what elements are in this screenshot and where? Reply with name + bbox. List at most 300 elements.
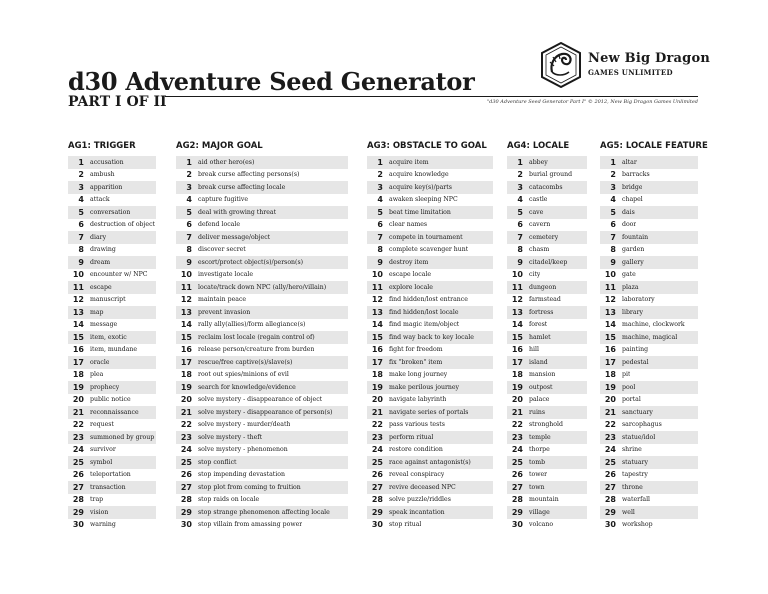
table-row: [68, 369, 156, 382]
header-divider: [165, 96, 698, 97]
table-row: [600, 331, 698, 344]
row-number: 19: [371, 382, 383, 392]
row-entry: dais: [622, 208, 635, 216]
row-number: 7: [610, 232, 616, 242]
row-number: 26: [604, 470, 616, 480]
table-row: [507, 431, 587, 444]
row-entry: hamlet: [529, 333, 551, 341]
row-number: 14: [371, 320, 383, 330]
row-entry: stop villain from amassing power: [198, 521, 303, 529]
row-number: 21: [371, 407, 383, 417]
table-row: [68, 281, 156, 294]
row-entry: teleportation: [90, 471, 131, 479]
row-number: 6: [517, 220, 523, 230]
copyright-notice: "d30 Adventure Seed Generator Part I" © 2012, New Big Dragon Games Unlimited: [486, 99, 698, 105]
row-number: 17: [511, 357, 523, 367]
table-row: [176, 356, 348, 369]
row-number: 28: [604, 495, 616, 505]
table-row: [176, 419, 348, 432]
table-row: [367, 244, 493, 257]
table-heading: AG5: LOCALE FEATURE: [600, 141, 708, 151]
row-entry: tower: [529, 471, 548, 479]
row-entry: find way back to key locale: [389, 333, 474, 341]
table-rows: [600, 156, 698, 531]
row-number: 29: [72, 507, 84, 517]
table-row: [176, 344, 348, 357]
row-number: 12: [604, 295, 616, 305]
table-row: [600, 444, 698, 457]
table-row: [507, 369, 587, 382]
row-number: 4: [377, 195, 383, 205]
row-entry: drawing: [90, 246, 116, 254]
row-entry: temple: [529, 433, 551, 441]
table-row: [367, 444, 493, 457]
table-row: [507, 194, 587, 207]
row-number: 2: [377, 170, 383, 180]
table-row: [600, 506, 698, 519]
row-number: 23: [604, 432, 616, 442]
row-number: 21: [72, 407, 84, 417]
row-number: 14: [604, 320, 616, 330]
row-entry: solve puzzle/riddles: [389, 496, 451, 504]
row-number: 9: [186, 257, 192, 267]
table-row: [68, 456, 156, 469]
table-row: [68, 381, 156, 394]
row-number: 6: [377, 220, 383, 230]
table-row: [600, 431, 698, 444]
row-entry: symbol: [90, 458, 113, 466]
row-number: 5: [517, 207, 523, 217]
row-number: 3: [377, 182, 383, 192]
table-row: [367, 506, 493, 519]
table-row: [176, 331, 348, 344]
row-entry: escape locale: [389, 271, 432, 279]
row-entry: ruins: [529, 408, 546, 416]
row-number: 13: [180, 307, 192, 317]
row-number: 23: [511, 432, 523, 442]
row-number: 18: [371, 370, 383, 380]
table-row: [507, 519, 587, 532]
row-number: 23: [180, 432, 192, 442]
row-number: 22: [371, 420, 383, 430]
row-entry: destroy item: [389, 258, 429, 266]
row-entry: break curse affecting persons(s): [198, 171, 300, 179]
table-row: [507, 344, 587, 357]
table-row: [68, 406, 156, 419]
row-entry: prevent invasion: [198, 308, 251, 316]
table-row: [507, 469, 587, 482]
table-row: [176, 306, 348, 319]
row-entry: release person/creature from burden: [198, 346, 315, 354]
table-row: [68, 231, 156, 244]
table-row: [507, 269, 587, 282]
table-row: [68, 156, 156, 169]
table-row: [367, 356, 493, 369]
row-number: 27: [604, 482, 616, 492]
row-entry: find hidden/lost entrance: [389, 296, 468, 304]
row-entry: painting: [622, 346, 649, 354]
table-row: [507, 244, 587, 257]
table-row: [176, 294, 348, 307]
table-row: [176, 244, 348, 257]
row-entry: deliver message/object: [198, 233, 271, 241]
row-entry: sanctuary: [622, 408, 653, 416]
row-entry: escort/protect object(s)/person(s): [198, 258, 304, 266]
row-number: 24: [371, 445, 383, 455]
row-number: 6: [78, 220, 84, 230]
row-entry: find magic item/object: [389, 321, 460, 329]
row-entry: tomb: [529, 458, 546, 466]
row-entry: public notice: [90, 396, 131, 404]
table-row: [176, 206, 348, 219]
row-number: 26: [371, 470, 383, 480]
table-row: [176, 281, 348, 294]
row-entry: solve mystery - phenomenon: [198, 446, 288, 454]
row-number: 3: [610, 182, 616, 192]
table-row: [68, 331, 156, 344]
table-row: [68, 181, 156, 194]
row-entry: reconnaissance: [90, 408, 139, 416]
table-row: [600, 344, 698, 357]
row-entry: portal: [622, 396, 641, 404]
table-row: [367, 519, 493, 532]
brand-subtitle: GAMES UNLIMITED: [588, 68, 673, 77]
table-row: [176, 269, 348, 282]
table-row: [367, 181, 493, 194]
row-number: 19: [180, 382, 192, 392]
table-row: [600, 456, 698, 469]
table-locale-feature: [600, 141, 708, 531]
row-number: 14: [180, 320, 192, 330]
row-entry: chapel: [622, 196, 643, 204]
table-row: [600, 381, 698, 394]
row-entry: statuary: [622, 458, 648, 466]
row-number: 22: [511, 420, 523, 430]
row-entry: apparition: [90, 183, 123, 191]
row-entry: pit: [622, 371, 631, 379]
table-row: [367, 431, 493, 444]
row-entry: cemetery: [529, 233, 559, 241]
row-entry: manuscript: [90, 296, 126, 304]
table-row: [176, 181, 348, 194]
table-row: [507, 206, 587, 219]
table-row: [600, 494, 698, 507]
table-row: [176, 256, 348, 269]
row-entry: escape: [90, 283, 112, 291]
row-number: 29: [604, 507, 616, 517]
row-number: 29: [180, 507, 192, 517]
table-row: [507, 319, 587, 332]
row-number: 19: [511, 382, 523, 392]
row-number: 14: [511, 320, 523, 330]
row-number: 21: [511, 407, 523, 417]
row-number: 9: [377, 257, 383, 267]
row-number: 19: [604, 382, 616, 392]
row-number: 4: [78, 195, 84, 205]
row-number: 25: [604, 457, 616, 467]
row-entry: door: [622, 221, 637, 229]
table-row: [68, 394, 156, 407]
row-number: 3: [78, 182, 84, 192]
table-row: [367, 406, 493, 419]
table-row: [367, 219, 493, 232]
row-number: 14: [72, 320, 84, 330]
table-row: [68, 344, 156, 357]
table-row: [176, 469, 348, 482]
row-number: 27: [371, 482, 383, 492]
table-row: [507, 219, 587, 232]
row-number: 5: [610, 207, 616, 217]
row-number: 30: [511, 520, 523, 530]
row-number: 7: [377, 232, 383, 242]
table-row: [600, 481, 698, 494]
table-row: [367, 481, 493, 494]
row-entry: abbey: [529, 158, 548, 166]
row-number: 28: [72, 495, 84, 505]
row-number: 13: [72, 307, 84, 317]
row-entry: pass various tests: [389, 421, 445, 429]
row-entry: encounter w/ NPC: [90, 271, 148, 279]
table-row: [600, 256, 698, 269]
row-number: 22: [604, 420, 616, 430]
row-entry: waterfall: [622, 496, 651, 504]
table-locale: [507, 141, 587, 531]
row-number: 26: [72, 470, 84, 480]
row-entry: dream: [90, 258, 111, 266]
row-entry: perform ritual: [389, 433, 434, 441]
row-number: 18: [72, 370, 84, 380]
row-number: 25: [180, 457, 192, 467]
row-entry: citadel/keep: [529, 258, 568, 266]
table-row: [367, 319, 493, 332]
row-number: 4: [610, 195, 616, 205]
row-entry: barracks: [622, 171, 650, 179]
row-number: 27: [511, 482, 523, 492]
row-entry: stop strange phenomenon affecting locale: [198, 508, 330, 516]
row-entry: outpost: [529, 383, 553, 391]
table-row: [600, 294, 698, 307]
table-row: [600, 156, 698, 169]
table-row: [507, 419, 587, 432]
row-entry: solve mystery - disappearance of object: [198, 396, 323, 404]
row-entry: castle: [529, 196, 548, 204]
row-number: 10: [511, 270, 523, 280]
table-row: [68, 206, 156, 219]
row-entry: complete scavenger hunt: [389, 246, 469, 254]
row-number: 3: [186, 182, 192, 192]
row-entry: compete in tournament: [389, 233, 463, 241]
row-number: 25: [511, 457, 523, 467]
row-number: 16: [371, 345, 383, 355]
row-number: 5: [186, 207, 192, 217]
table-rows: [507, 156, 587, 531]
row-entry: revive deceased NPC: [389, 483, 456, 491]
row-entry: oracle: [90, 358, 110, 366]
table-row: [367, 394, 493, 407]
row-number: 28: [371, 495, 383, 505]
table-row: [600, 281, 698, 294]
row-entry: deal with growing threat: [198, 208, 277, 216]
table-rows: [176, 156, 348, 531]
row-number: 24: [604, 445, 616, 455]
table-row: [600, 306, 698, 319]
table-row: [176, 369, 348, 382]
table-row: [68, 519, 156, 532]
table-row: [367, 231, 493, 244]
table-row: [367, 419, 493, 432]
row-number: 12: [371, 295, 383, 305]
row-entry: shrine: [622, 446, 642, 454]
table-row: [600, 169, 698, 182]
row-entry: garden: [622, 246, 645, 254]
table-row: [367, 331, 493, 344]
row-number: 25: [371, 457, 383, 467]
row-entry: hill: [529, 346, 539, 354]
table-row: [68, 294, 156, 307]
row-number: 10: [604, 270, 616, 280]
table-row: [176, 506, 348, 519]
row-number: 22: [180, 420, 192, 430]
table-row: [367, 294, 493, 307]
row-entry: well: [622, 508, 635, 516]
row-entry: break curse affecting locale: [198, 183, 286, 191]
row-entry: tapestry: [622, 471, 648, 479]
logo: [540, 42, 710, 90]
row-number: 11: [371, 282, 383, 292]
row-entry: navigate series of portals: [389, 408, 469, 416]
row-number: 7: [517, 232, 523, 242]
row-number: 11: [180, 282, 192, 292]
table-row: [600, 269, 698, 282]
row-entry: beat time limitation: [389, 208, 451, 216]
row-entry: acquire key(s)/parts: [389, 183, 452, 191]
table-row: [600, 219, 698, 232]
row-number: 30: [72, 520, 84, 530]
row-number: 28: [511, 495, 523, 505]
row-entry: palace: [529, 396, 550, 404]
table-row: [507, 444, 587, 457]
row-entry: acquire knowledge: [389, 171, 449, 179]
row-number: 24: [511, 445, 523, 455]
row-number: 26: [511, 470, 523, 480]
row-entry: stop plot from coming to fruition: [198, 483, 301, 491]
row-entry: pool: [622, 383, 636, 391]
table-row: [600, 356, 698, 369]
table-heading: AG1: TRIGGER: [68, 141, 136, 151]
table-row: [176, 444, 348, 457]
row-number: 30: [180, 520, 192, 530]
row-number: 9: [610, 257, 616, 267]
row-entry: destruction of object: [90, 221, 156, 229]
row-entry: discover secret: [198, 246, 246, 254]
row-entry: stop ritual: [389, 521, 422, 529]
table-row: [68, 419, 156, 432]
table-row: [600, 194, 698, 207]
table-heading: AG2: MAJOR GOAL: [176, 141, 263, 151]
table-row: [507, 494, 587, 507]
row-entry: explore locale: [389, 283, 433, 291]
table-row: [68, 306, 156, 319]
row-entry: pedestal: [622, 358, 649, 366]
row-number: 2: [610, 170, 616, 180]
table-row: [176, 431, 348, 444]
row-entry: city: [529, 271, 541, 279]
table-row: [367, 194, 493, 207]
table-row: [367, 456, 493, 469]
table-rows: [68, 156, 156, 531]
row-number: 1: [78, 157, 84, 167]
table-row: [176, 519, 348, 532]
row-number: 16: [72, 345, 84, 355]
row-entry: accusation: [90, 158, 124, 166]
row-entry: plea: [90, 371, 104, 379]
table-row: [367, 344, 493, 357]
row-number: 29: [371, 507, 383, 517]
table-row: [176, 481, 348, 494]
table-row: [507, 406, 587, 419]
row-entry: attack: [90, 196, 110, 204]
row-number: 15: [511, 332, 523, 342]
row-entry: solve mystery - theft: [198, 433, 263, 441]
table-major-goal: [176, 141, 348, 531]
row-entry: solve mystery - disappearance of person(s): [198, 408, 333, 416]
row-number: 22: [72, 420, 84, 430]
table-row: [176, 456, 348, 469]
row-entry: machine, magical: [622, 333, 678, 341]
row-entry: maintain peace: [198, 296, 247, 304]
table-row: [367, 169, 493, 182]
row-entry: locate/track down NPC (ally/hero/villain): [198, 283, 327, 291]
table-row: [367, 306, 493, 319]
row-entry: thorpe: [529, 446, 550, 454]
row-entry: navigate labyrinth: [389, 396, 447, 404]
row-number: 1: [610, 157, 616, 167]
row-number: 3: [517, 182, 523, 192]
row-number: 20: [180, 395, 192, 405]
row-number: 18: [604, 370, 616, 380]
row-number: 7: [186, 232, 192, 242]
row-number: 26: [180, 470, 192, 480]
row-entry: rally ally(allies)/form allegiance(s): [198, 321, 306, 329]
row-number: 8: [377, 245, 383, 255]
row-entry: town: [529, 483, 545, 491]
table-row: [176, 194, 348, 207]
row-number: 17: [371, 357, 383, 367]
row-number: 10: [371, 270, 383, 280]
table-row: [68, 269, 156, 282]
row-entry: machine, clockwork: [622, 321, 685, 329]
table-row: [367, 381, 493, 394]
table-row: [68, 169, 156, 182]
row-entry: throne: [622, 483, 643, 491]
row-entry: diary: [90, 233, 107, 241]
row-number: 20: [604, 395, 616, 405]
row-entry: fix "broken" item: [389, 358, 443, 366]
table-row: [367, 256, 493, 269]
row-number: 20: [371, 395, 383, 405]
row-entry: make long journey: [389, 371, 448, 379]
row-number: 4: [517, 195, 523, 205]
row-number: 18: [511, 370, 523, 380]
row-number: 1: [377, 157, 383, 167]
table-row: [367, 369, 493, 382]
row-number: 27: [72, 482, 84, 492]
row-entry: mountain: [529, 496, 559, 504]
row-entry: defend locale: [198, 221, 240, 229]
row-number: 30: [371, 520, 383, 530]
table-row: [68, 506, 156, 519]
table-row: [507, 481, 587, 494]
